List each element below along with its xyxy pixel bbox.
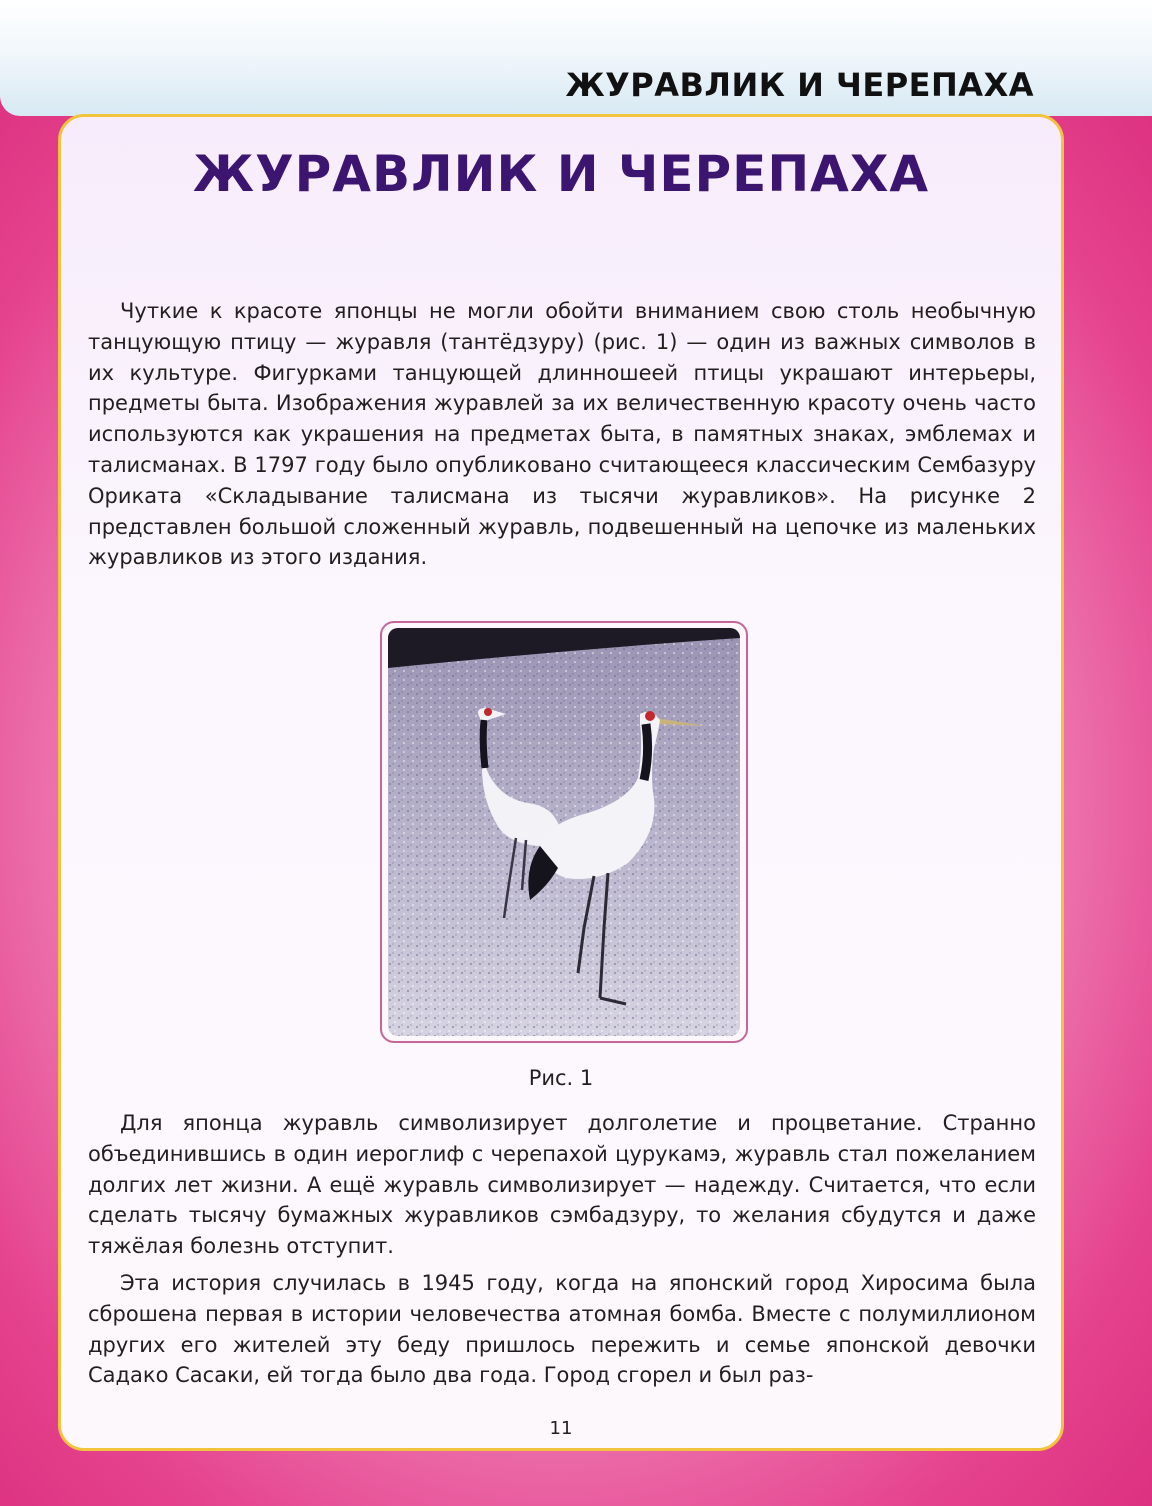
paragraph: Чуткие к красоте японцы не могли обойти вниманием свою столь необычную танцующую птицу — журавля (тантёдзуру) (рис. 1) — один из важных символов в их культуре. Фигурками танцующей длинношеей птицы украшают интерьеры, предметы быта. Изображения журавлей за их величественную красоту очень часто используются как украшения на предметах быта, в памятных знаках, эмблемах и талисманах. В 1797 году было опубликовано считающееся классическим Сембазуру Ориката «Складывание талисмана из тысячи журавликов». На рисунке 2 представлен большой сложенный журавль, подвешенный на цепочке из маленьких журавликов из этого издания. — [88, 299, 1036, 570]
page-title: ЖУРАВЛИК И ЧЕРЕПАХА — [192, 145, 930, 203]
page-number: 11 — [549, 1418, 573, 1439]
paragraph: Для японца журавль символизирует долголетие и процветание. Странно объединившись в один иероглиф с черепахой цурукамэ, журавль стал пожеланием долгих лет жизни. А ещё журавль символизирует — надежду. Считается, что если сделать тысячу бумажных журавликов сэмбадзуру, то желания сбудутся и даже тяжёлая болезнь отступит. — [88, 1111, 1036, 1259]
figure-caption: Рис. 1 — [528, 1066, 594, 1090]
crane-photo — [388, 628, 740, 1036]
running-header-title: ЖУРАВЛИК И ЧЕРЕПАХА — [565, 66, 1034, 104]
text-block-top — [88, 296, 1036, 573]
header-band — [0, 0, 1152, 116]
paragraph: Эта история случилась в 1945 году, когда на японский город Хиросима была сброшена первая в истории человечества атомная бомба. Вместе с полумиллионом других его жителей эту беду пришлось пережить и семье японской девочки Садако Сасаки, ей тогда было два года. Город сгорел и был раз- — [88, 1270, 1036, 1388]
text-block-bottom — [88, 1108, 1036, 1391]
